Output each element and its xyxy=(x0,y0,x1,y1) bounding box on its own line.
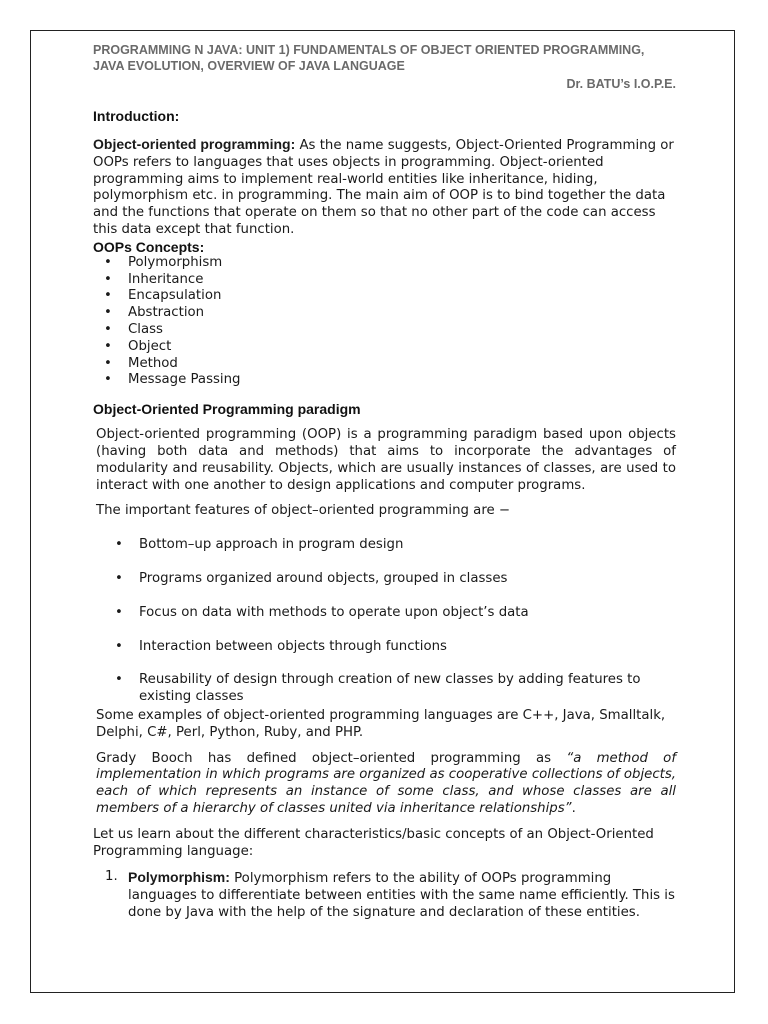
examples-paragraph: Some examples of object-oriented programming languages are C++, Java, Smalltalk, Delphi, C#, Perl, Python, Ruby, and PHP. xyxy=(96,707,666,740)
document-body xyxy=(93,42,676,922)
booch-paragraph xyxy=(96,751,676,818)
characteristics-list xyxy=(93,869,676,921)
list-item: • Encapsulation xyxy=(128,288,676,305)
list-item: • Programs organized around objects, grouped in classes xyxy=(139,571,676,588)
oop-label: Object-oriented programming: xyxy=(93,136,296,152)
list-item: • Abstraction xyxy=(128,305,676,322)
paradigm-heading: Object-Oriented Programming paradigm xyxy=(93,401,361,418)
booch-prefix: Grady Booch has defined object–oriented programming as xyxy=(96,750,552,766)
page-header xyxy=(93,42,676,92)
features-list xyxy=(93,537,676,706)
list-item: • Focus on data with methods to operate upon object’s data xyxy=(139,605,676,622)
features-intro: The important features of object–oriented programming are − xyxy=(96,503,511,519)
intro-heading: Introduction: xyxy=(93,108,180,124)
list-item: • Message Passing xyxy=(128,372,676,389)
header-title-line1: PROGRAMMING N JAVA: UNIT 1) FUNDAMENTALS OF OBJECT ORIENTED PROGRAMMING, xyxy=(93,43,645,57)
list-item: • Interaction between objects through functions xyxy=(139,639,676,656)
paradigm-paragraph: Object-oriented programming (OOP) is a programming paradigm based upon objects (having both data and methods) that aims to incorporate the advantages of modularity and reusability. Objects, which are usually instances of classes, are used to interact with one another to design applications and computer programs. xyxy=(96,427,676,493)
learn-paragraph: Let us learn about the different characteristics/basic concepts of an Object-Oriented Programming language: xyxy=(93,826,654,859)
polymorphism-text: Polymorphism refers to the ability of OOPs programming languages to differentiate between entities with the same name efficiently. This is done by Java with the help of the signature and declaration of these entities. xyxy=(128,871,675,920)
list-marker: 1. xyxy=(105,869,118,885)
list-item: • Object xyxy=(128,339,676,356)
oop-text: As the name suggests, Object-Oriented Programming or OOPs refers to languages that uses objects in programming. Object-oriented programming aims to implement real-world entities like inheritance, hiding, polymorphism etc. in programming. The main aim of OOP is to bind together the data and the functions that operate on them so that no other part of the code can access this data except that function. xyxy=(93,138,674,237)
list-item: • Inheritance xyxy=(128,272,676,289)
header-title-line2: JAVA EVOLUTION, OVERVIEW OF JAVA LANGUAGE xyxy=(93,59,405,73)
polymorphism-label: Polymorphism: xyxy=(128,869,230,886)
concepts-heading: OOPs Concepts: xyxy=(93,238,205,255)
list-item xyxy=(105,869,676,921)
list-item: • Reusability of design through creation of new classes by adding features to existing classes xyxy=(139,672,676,706)
header-institute: Dr. BATU’s I.O.P.E. xyxy=(566,77,676,91)
list-item: • Bottom–up approach in program design xyxy=(139,537,676,554)
booch-quote: “a method of implementation in which programs are organized as cooperative collections of objects, each of which represents an instance of some class, and whose classes are all members of a hierarchy of classes united via inheritance relationships” xyxy=(96,750,676,816)
concepts-list xyxy=(93,255,676,389)
list-item: • Polymorphism xyxy=(128,255,676,272)
intro-paragraph xyxy=(93,136,676,239)
list-item: • Method xyxy=(128,356,676,373)
booch-suffix: . xyxy=(571,800,576,816)
list-item: • Class xyxy=(128,322,676,339)
